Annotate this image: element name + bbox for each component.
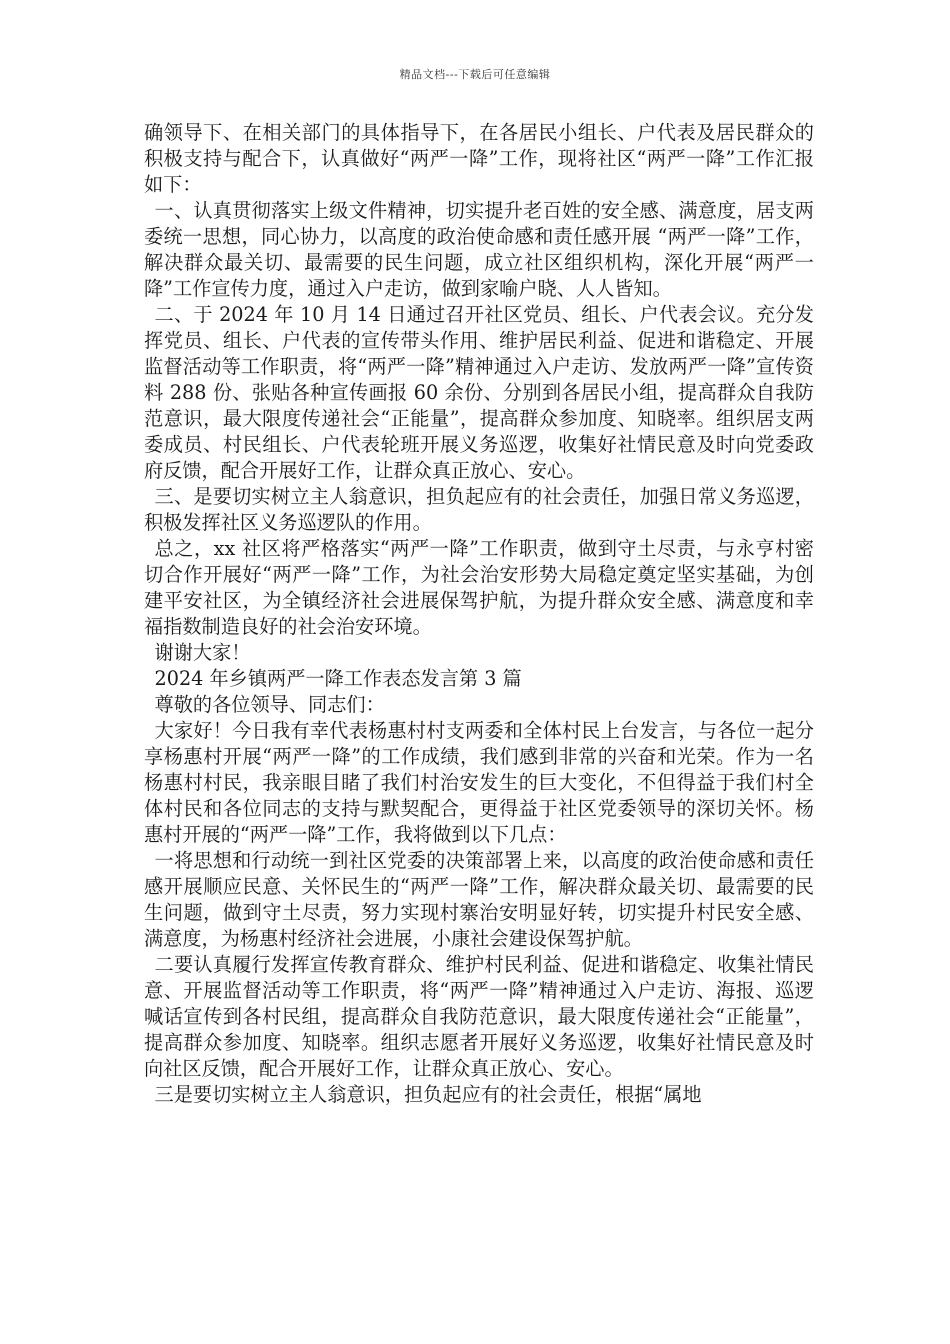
paragraph-greeting: 大家好！今日我有幸代表杨惠村村支两委和全体村民上台发言，与各位一起分享杨惠村开展“两严一降”的工作成绩，我们感到非常的兴奋和光荣。作为一名杨惠村村民，我亲眼目睹了我们村治安发生的巨大变化，不但得益于我们村全体村民和各位同志的支持与默契配合，更得益于社区党委领导的深切关怀。杨惠村开展的“两严一降”工作，我将做到以下几点： xyxy=(144,719,814,846)
paragraph-summary: 总之，xx 社区将严格落实“两严一降”工作职责，做到守土尽责，与永亨村密切合作开展好“两严一降”工作，为社会治安形势大局稳定奠定坚实基础，为创建平安社区，为全镇经济社会进展保驾护航，为提升群众安全感、满意度和幸福指数制造良好的社会治安环境。 xyxy=(144,537,814,638)
paragraph-item-3: 三是要切实树立主人翁意识，担负起应有的社会责任，根据“属地 xyxy=(154,1083,702,1106)
paragraph-item-1: 一将思想和行动统一到社区党委的决策部署上来，以高度的政治使命感和责任感开展顺应民意、关怀民生的“两严一降”工作，解决群众最关切、最需要的民生问题，做到守土尽责，努力实现村寨治安明显好转，切实提升村民安全感、满意度，为杨惠村经济社会进展，小康社会建设保驾护航。 xyxy=(144,849,814,950)
document-body xyxy=(144,120,814,1108)
paragraph-salutation: 尊敬的各位领导、同志们： xyxy=(154,693,385,716)
paragraph-point-3: 三、是要切实树立主人翁意识，担负起应有的社会责任，加强日常义务巡逻，积极发挥社区义务巡逻队的作用。 xyxy=(144,485,814,534)
paragraph-intro-continuation: 确领导下、在相关部门的具体指导下，在各居民小组长、户代表及居民群众的积极支持与配合下，认真做好“两严一降”工作，现将社区“两严一降”工作汇报如下： xyxy=(144,121,814,196)
paragraph-thanks: 谢谢大家！ xyxy=(154,641,251,664)
section-title: 2024 年乡镇两严一降工作表态发言第 3 篇 xyxy=(154,667,522,690)
page-header: 精品文档---下载后可任意编辑 xyxy=(399,68,551,81)
paragraph-item-2: 二要认真履行发挥宣传教育群众、维护村民利益、促进和谐稳定、收集社情民意、开展监督活动等工作职责，将“两严一降”精神通过入户走访、海报、巡逻喊话宣传到各村民组，提高群众自我防范意识，最大限度传递社会“正能量”，提高群众参加度、知晓率。组织志愿者开展好义务巡逻，收集好社情民意及时向社区反馈，配合开展好工作，让群众真正放心、安心。 xyxy=(144,953,814,1080)
paragraph-point-1: 一、认真贯彻落实上级文件精神，切实提升老百姓的安全感、满意度，居支两委统一思想，同心协力，以高度的政治使命感和责任感开展 “两严一降”工作，解决群众最关切、最需要的民生问题，成立社区组织机构，深化开展“两严一降”工作宣传力度，通过入户走访，做到家喻户晓、人人皆知。 xyxy=(144,199,814,300)
paragraph-point-2: 二、于 2024 年 10 月 14 日通过召开社区党员、组长、户代表会议。充分发挥党员、组长、户代表的宣传带头作用、维护居民利益、促进和谐稳定、开展监督活动等工作职责，将“两严一降”精神通过入户走访、发放两严一降”宣传资料 288 份、张贴各种宣传画报 60 余份、分别到各居民小组，提高群众自我防范意识，最大限度传递社会“正能量”，提高群众参加度、知晓率。组织居支两委成员、村民组长、户代表轮班开展义务巡逻，收集好社情民意及时向党委政府反馈，配合开展好工作，让群众真正放心、安心。 xyxy=(144,303,814,482)
